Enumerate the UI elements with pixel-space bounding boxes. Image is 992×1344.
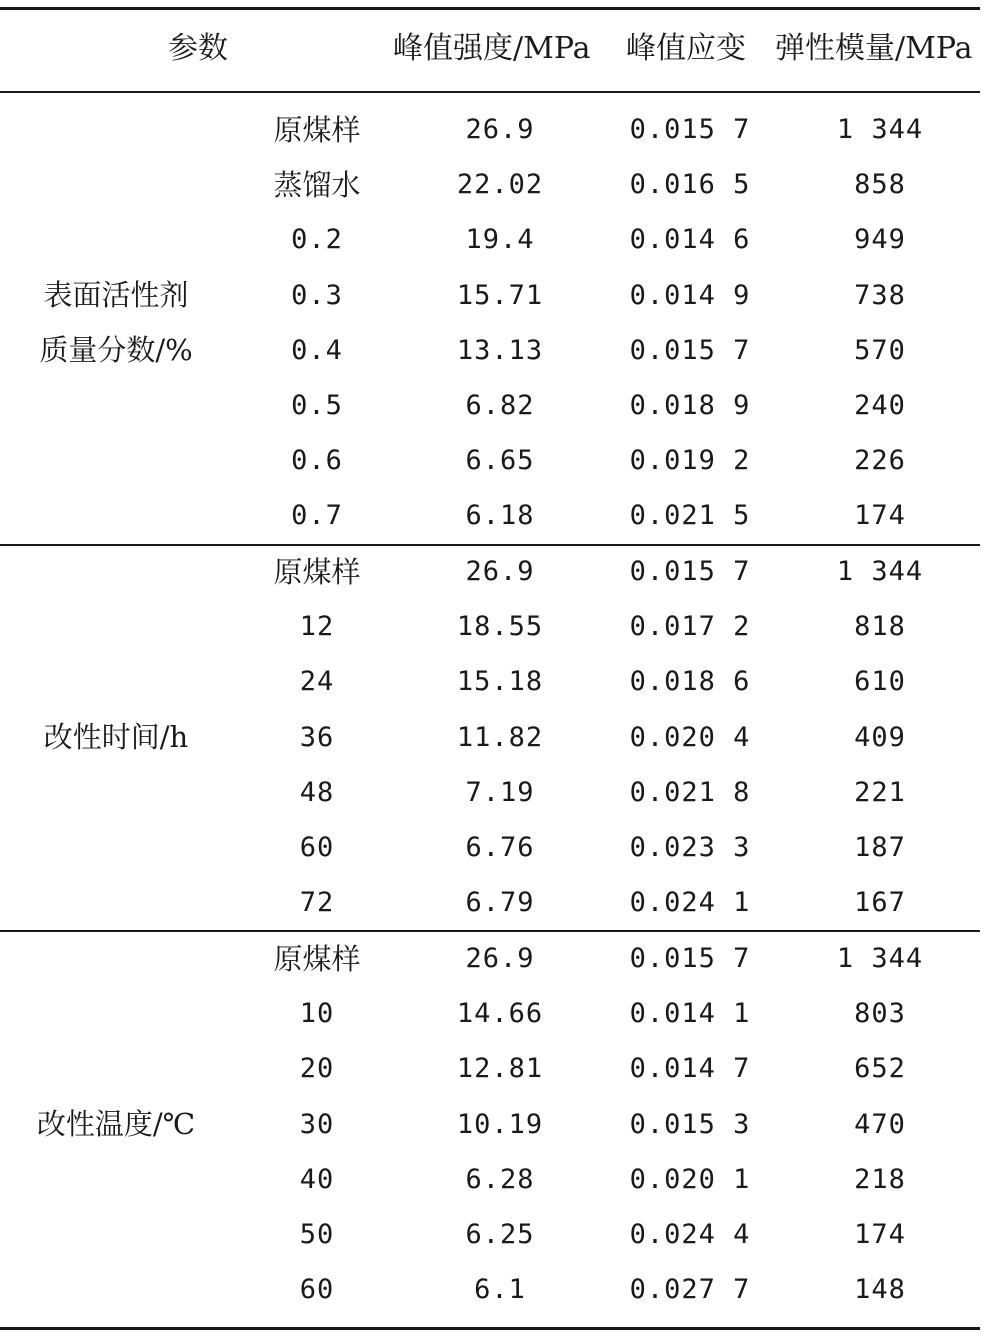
group-label-line: 改性时间/h (43, 720, 189, 754)
group-label-temperature (0, 1097, 232, 1152)
cell-peak-strain: 0.014 1 (629, 998, 751, 1030)
cell-param: 50 (299, 1219, 335, 1250)
cell-peak-strength: 26.9 (465, 556, 535, 587)
group-divider-1 (0, 544, 980, 546)
cell-peak-strength: 6.18 (465, 500, 535, 532)
cell-peak-strength: 15.71 (456, 279, 544, 311)
cell-peak-strength: 26.9 (465, 943, 535, 974)
cell-elastic-modulus: 148 (854, 1274, 906, 1306)
cell-peak-strain: 0.027 7 (629, 1274, 751, 1306)
cell-elastic-modulus: 1 344 (836, 114, 924, 145)
header-rule (0, 91, 980, 93)
cell-param: 20 (299, 1053, 335, 1085)
group-label-line: 表面活性剂 (43, 278, 189, 312)
cell-peak-strength: 6.25 (465, 1219, 535, 1250)
cell-peak-strength: 6.65 (465, 445, 535, 477)
cell-param: 60 (299, 832, 335, 863)
cell-peak-strength: 6.76 (465, 832, 535, 863)
cell-peak-strain: 0.018 6 (629, 666, 751, 698)
cell-param: 原煤样 (273, 942, 361, 976)
cell-param: 48 (299, 776, 335, 808)
group-label-line: 质量分数/% (39, 333, 193, 367)
cell-elastic-modulus: 174 (854, 1219, 906, 1250)
cell-param: 0.5 (291, 390, 343, 421)
cell-peak-strength: 14.66 (456, 998, 544, 1030)
cell-param: 0.2 (291, 224, 343, 256)
cell-param: 0.3 (291, 279, 343, 311)
cell-param: 10 (299, 998, 335, 1030)
cell-peak-strain: 0.015 3 (629, 1108, 751, 1140)
cell-peak-strain: 0.014 6 (629, 224, 751, 256)
cell-peak-strain: 0.018 9 (629, 390, 751, 421)
cell-elastic-modulus: 187 (854, 832, 906, 863)
cell-peak-strain: 0.015 7 (629, 334, 751, 366)
cell-peak-strain: 0.014 7 (629, 1053, 751, 1085)
cell-peak-strain: 0.014 9 (629, 279, 751, 311)
cell-peak-strain: 0.021 5 (629, 500, 751, 532)
cell-peak-strength: 19.4 (465, 224, 535, 256)
cell-elastic-modulus: 1 344 (836, 556, 924, 587)
cell-elastic-modulus: 570 (854, 334, 906, 366)
cell-elastic-modulus: 218 (854, 1163, 906, 1195)
cell-param: 60 (299, 1274, 335, 1306)
cell-elastic-modulus: 858 (854, 169, 906, 201)
cell-peak-strength: 11.82 (456, 721, 544, 753)
cell-elastic-modulus: 949 (854, 224, 906, 256)
header-param: 参数 (168, 31, 228, 66)
cell-peak-strain: 0.021 8 (629, 776, 751, 808)
group-label-line: 改性温度/℃ (36, 1107, 196, 1141)
cell-peak-strength: 12.81 (456, 1053, 544, 1085)
group-label-surfactant (0, 268, 232, 378)
cell-peak-strain: 0.024 1 (629, 887, 751, 919)
cell-peak-strength: 6.28 (465, 1163, 535, 1195)
cell-peak-strain: 0.015 7 (629, 556, 751, 587)
cell-param: 24 (299, 666, 335, 698)
cell-peak-strain: 0.016 5 (629, 169, 751, 201)
cell-elastic-modulus: 240 (854, 390, 906, 421)
cell-peak-strength: 7.19 (465, 776, 535, 808)
cell-elastic-modulus: 652 (854, 1053, 906, 1085)
cell-param: 40 (299, 1163, 335, 1195)
cell-peak-strength: 6.1 (474, 1274, 526, 1306)
cell-param: 原煤样 (273, 113, 361, 147)
cell-peak-strain: 0.019 2 (629, 445, 751, 477)
cell-elastic-modulus: 409 (854, 721, 906, 753)
cell-peak-strain: 0.017 2 (629, 611, 751, 643)
cell-param: 12 (299, 611, 335, 643)
cell-param: 36 (299, 721, 335, 753)
cell-peak-strength: 10.19 (456, 1108, 544, 1140)
cell-peak-strength: 6.82 (465, 390, 535, 421)
top-rule (0, 7, 980, 10)
cell-elastic-modulus: 174 (854, 500, 906, 532)
cell-param: 72 (299, 887, 335, 919)
header-elastic-modulus: 弹性模量/MPa (775, 31, 973, 66)
cell-peak-strain: 0.023 3 (629, 832, 751, 863)
cell-peak-strain: 0.020 1 (629, 1163, 751, 1195)
cell-peak-strain: 0.015 7 (629, 943, 751, 974)
cell-param: 原煤样 (273, 555, 361, 589)
cell-param: 蒸馏水 (273, 168, 361, 203)
header-peak-strain: 峰值应变 (626, 31, 746, 66)
cell-elastic-modulus: 167 (854, 887, 906, 919)
cell-elastic-modulus: 818 (854, 611, 906, 643)
cell-peak-strength: 6.79 (465, 887, 535, 919)
cell-peak-strength: 22.02 (456, 169, 544, 201)
cell-elastic-modulus: 803 (854, 998, 906, 1030)
cell-elastic-modulus: 221 (854, 776, 906, 808)
header-peak-strength: 峰值强度/MPa (393, 31, 591, 66)
cell-peak-strength: 26.9 (465, 114, 535, 145)
cell-param: 0.4 (291, 334, 343, 366)
cell-elastic-modulus: 1 344 (836, 943, 924, 974)
group-label-time (0, 710, 232, 765)
cell-elastic-modulus: 610 (854, 666, 906, 698)
cell-elastic-modulus: 226 (854, 445, 906, 477)
cell-elastic-modulus: 738 (854, 279, 906, 311)
cell-param: 0.6 (291, 445, 343, 477)
cell-peak-strain: 0.020 4 (629, 721, 751, 753)
bottom-rule (0, 1327, 980, 1330)
cell-peak-strain: 0.015 7 (629, 114, 751, 145)
group-divider-2 (0, 930, 980, 932)
cell-peak-strength: 18.55 (456, 611, 544, 643)
cell-peak-strain: 0.024 4 (629, 1219, 751, 1250)
cell-peak-strength: 15.18 (456, 666, 544, 698)
cell-elastic-modulus: 470 (854, 1108, 906, 1140)
cell-peak-strength: 13.13 (456, 334, 544, 366)
cell-param: 30 (299, 1108, 335, 1140)
cell-param: 0.7 (291, 500, 343, 532)
